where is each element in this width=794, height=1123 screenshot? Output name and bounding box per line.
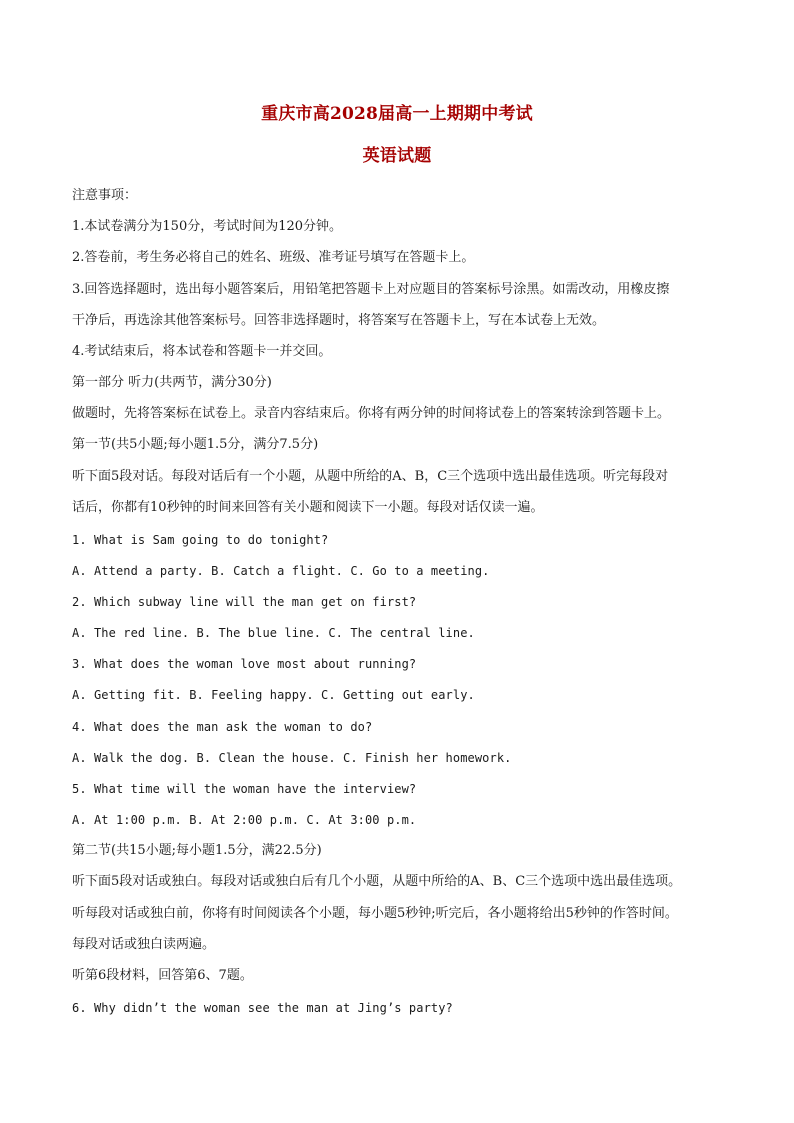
part1-heading: 第一部分 听力(共两节，满分30分) [72, 375, 272, 390]
question-text: 2. Which subway line will the man get on first? [72, 595, 417, 609]
question-text: 6. Why didn’t the woman see the man at Jing’s party? [72, 1001, 453, 1015]
section1-instruction: 听下面5段对话。每段对话后有一个小题，从题中所给的A、B，C三个选项中选出最佳选项。听完每段对 [72, 469, 669, 484]
question-options: A. Getting fit. B. Feeling happy. C. Getting out early. [72, 688, 475, 702]
section1-heading: 第一节(共5小题;每小题1.5分，满分7.5分) [72, 437, 319, 452]
question-options: A. The red line. B. The blue line. C. The central line. [72, 626, 475, 640]
question-options: A. At 1:00 p.m. B. At 2:00 p.m. C. At 3:00 p.m. [72, 813, 417, 827]
section2-instruction: 每段对话或独白读两遍。 [72, 937, 216, 952]
question-options: A. Walk the dog. B. Clean the house. C. Finish her homework. [72, 751, 512, 765]
section2-heading: 第二节(共15小题;每小题1.5分，满22.5分) [72, 843, 322, 858]
section1-instruction: 话后，你都有10秒钟的时间来回答有关小题和阅读下一小题。每段对话仅读一遍。 [72, 500, 544, 515]
question-text: 1. What is Sam going to do tonight? [72, 533, 329, 547]
notice-item: 4.考试结束后，将本试卷和答题卡一并交回。 [72, 344, 332, 359]
notice-item: 干净后，再选涂其他答案标号。回答非选择题时，将答案写在答题卡上，写在本试卷上无效。 [72, 313, 606, 328]
question-text: 3. What does the woman love most about running? [72, 657, 417, 671]
notice-item: 3.回答选择题时，选出每小题答案后，用铅笔把答题卡上对应题目的答案标号涂黑。如需改动，用橡皮擦 [72, 282, 670, 297]
question-text: 5. What time will the woman have the interview? [72, 782, 417, 796]
part1-instruction: 做题时，先将答案标在试卷上。录音内容结束后。你将有两分钟的时间将试卷上的答案转涂到答题卡上。 [72, 406, 671, 421]
question-text: 4. What does the man ask the woman to do? [72, 720, 373, 734]
notice-item: 2.答卷前，考生务必将自己的姓名、班级、准考证号填写在答题卡上。 [72, 250, 475, 265]
material-note: 听第6段材料，回答第6、7题。 [72, 968, 253, 983]
question-options: A. Attend a party. B. Catch a flight. C. Go to a meeting. [72, 564, 490, 578]
exam-subtitle: 英语试题 [362, 146, 432, 166]
notice-heading: 注意事项： [72, 188, 138, 203]
exam-title: 重庆市高2028届高一上期期中考试 [261, 104, 533, 124]
notice-item: 1.本试卷满分为150分，考试时间为120分钟。 [72, 219, 343, 234]
section2-instruction: 听下面5段对话或独白。每段对话或独白后有几个小题，从题中所给的A、B、C三个选项中选出最佳选项。 [72, 874, 682, 889]
section2-instruction: 听每段对话或独白前，你将有时间阅读各个小题，每小题5秒钟;听完后，各小题将给出5秒钟的作答时间。 [72, 906, 678, 921]
